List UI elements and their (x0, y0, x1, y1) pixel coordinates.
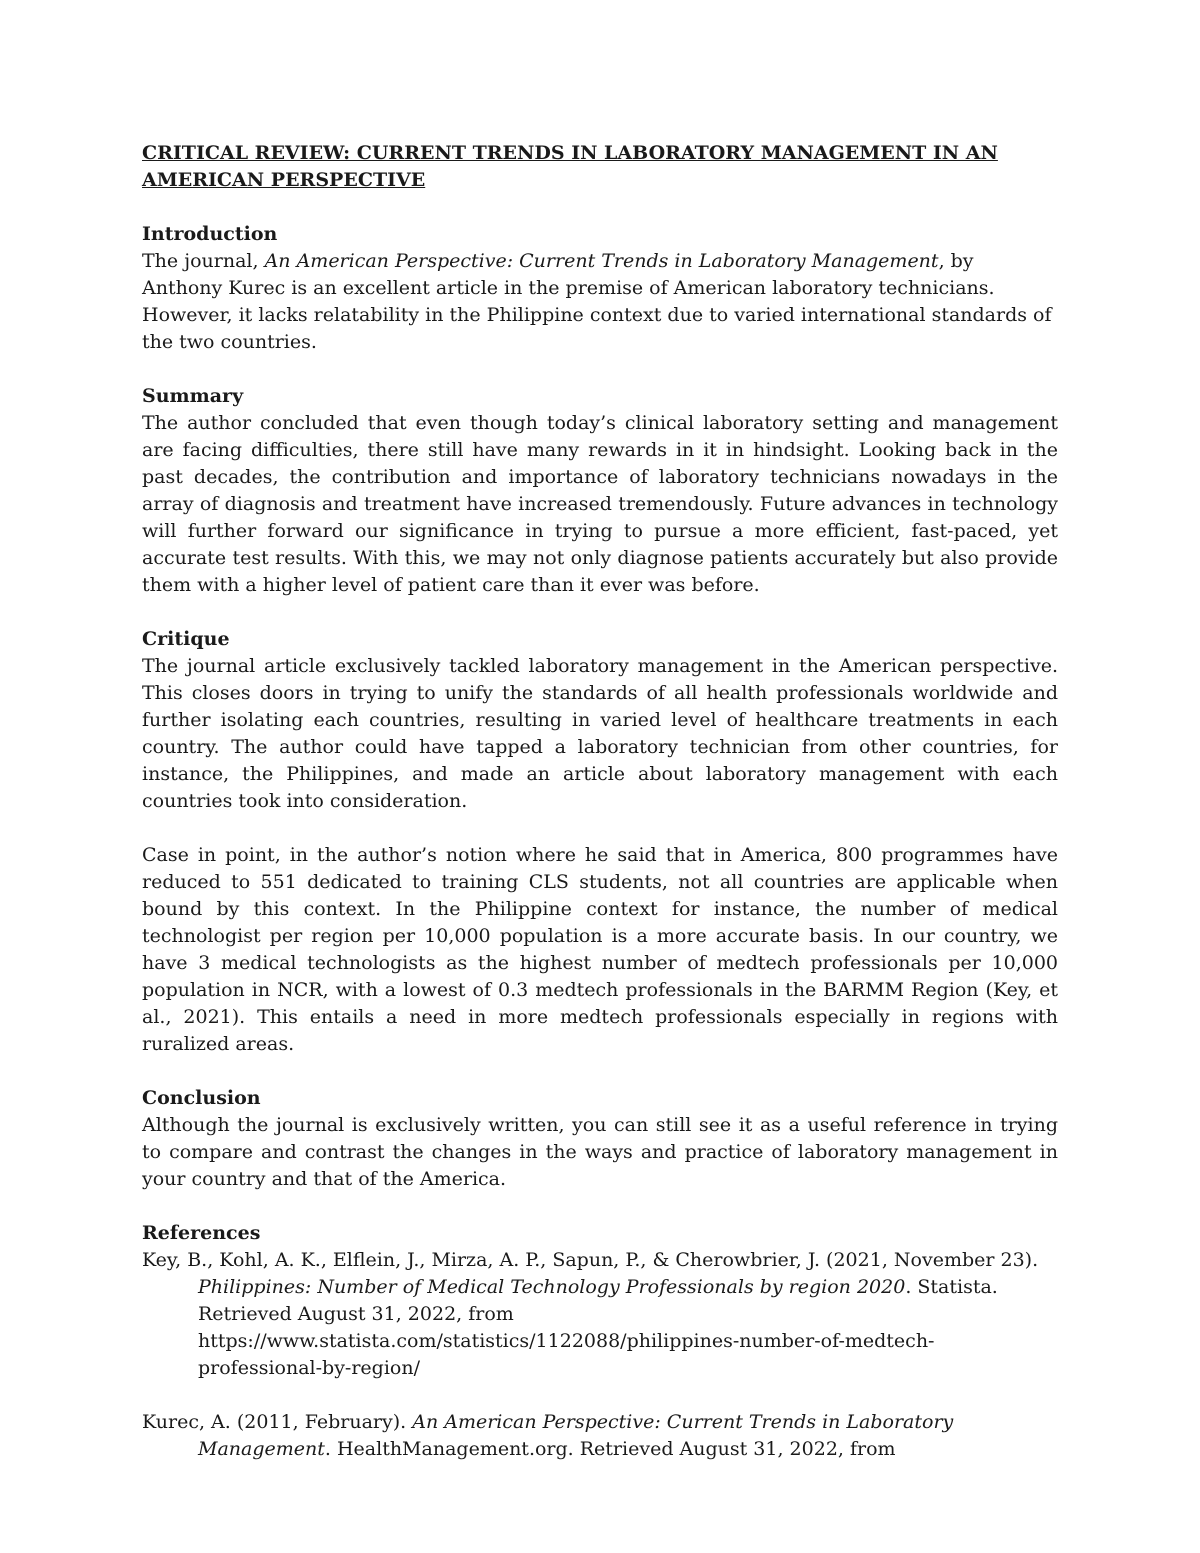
critique-paragraph-2: Case in point, in the author’s notion where he said that in America, 800 programmes have reduced to 551 dedicated to training CLS students, not all countries are applicable when bound by this context. In the Philippine context for instance, the number of medical technologist per region per 10,000 population is a more accurate basis. In our country, we have 3 medical technologists as the highest number of medtech professionals per 10,000 population in NCR, with a lowest of 0.3 medtech professionals in the BARMM Region (Key, et al., 2021). This entails a need in more medtech professionals especially in regions with ruralized areas. (142, 844, 1058, 1055)
reference-title: An American Perspective: Current Trends in Laboratory Management (198, 1411, 954, 1460)
summary-heading: Summary (142, 385, 244, 407)
introduction-journal-title: An American Perspective: Current Trends in Laboratory Management (264, 250, 939, 272)
document-title: CRITICAL REVIEW: CURRENT TRENDS IN LABORATORY MANAGEMENT IN AN AMERICAN PERSPECTIVE (142, 142, 998, 191)
reference-item-1 (142, 1247, 1058, 1382)
summary-paragraph: The author concluded that even though today’s clinical laboratory setting and management are facing difficulties, there still have many rewards in it in hindsight. Looking back in the past decades, the contribution and importance of laboratory technicians nowadays in the array of diagnosis and treatment have increased tremendously. Future advances in technology will further forward our significance in trying to pursue a more efficient, fast-paced, yet accurate test results. With this, we may not only diagnose patients accurately but also provide them with a higher level of patient care than it ever was before. (142, 412, 1058, 596)
reference-title: Philippines: Number of Medical Technology Professionals by region 2020 (198, 1276, 906, 1298)
introduction-text-before: The journal, (142, 250, 265, 272)
reference-details: . Statista. Retrieved August 31, 2022, from https://www.statista.com/statistics/1122088/philippines-number-of-medtech-professional-by-region/ (198, 1276, 998, 1379)
reference-item-2 (142, 1409, 1058, 1463)
reference-authors: Kurec, A. (2011, February). (142, 1411, 413, 1433)
conclusion-paragraph: Although the journal is exclusively written, you can still see it as a useful reference in trying to compare and contrast the changes in the ways and practice of laboratory management in your country and that of the America. (142, 1114, 1058, 1190)
conclusion-heading: Conclusion (142, 1087, 261, 1109)
document-page (142, 140, 1058, 1490)
introduction-text-after: , by Anthony Kurec is an excellent article in the premise of American laboratory technicians. However, it lacks relatability in the Philippine context due to varied international standards of the two countries. (142, 250, 1052, 353)
introduction-paragraph (142, 248, 1058, 356)
critique-paragraph-1: The journal article exclusively tackled laboratory management in the American perspective. This closes doors in trying to unify the standards of all health professionals worldwide and further isolating each countries, resulting in varied level of healthcare treatments in each country. The author could have tapped a laboratory technician from other countries, for instance, the Philippines, and made an article about laboratory management with each countries took into consideration. (142, 655, 1058, 812)
reference-authors: Key, B., Kohl, A. K., Elflein, J., Mirza, A. P., Sapun, P., & Cherowbrier, J. (2021, November 23). (142, 1249, 1039, 1271)
critique-heading: Critique (142, 628, 230, 650)
introduction-heading: Introduction (142, 223, 278, 245)
references-heading: References (142, 1222, 261, 1244)
reference-details: . HealthManagement.org. Retrieved August 31, 2022, from (324, 1438, 896, 1460)
